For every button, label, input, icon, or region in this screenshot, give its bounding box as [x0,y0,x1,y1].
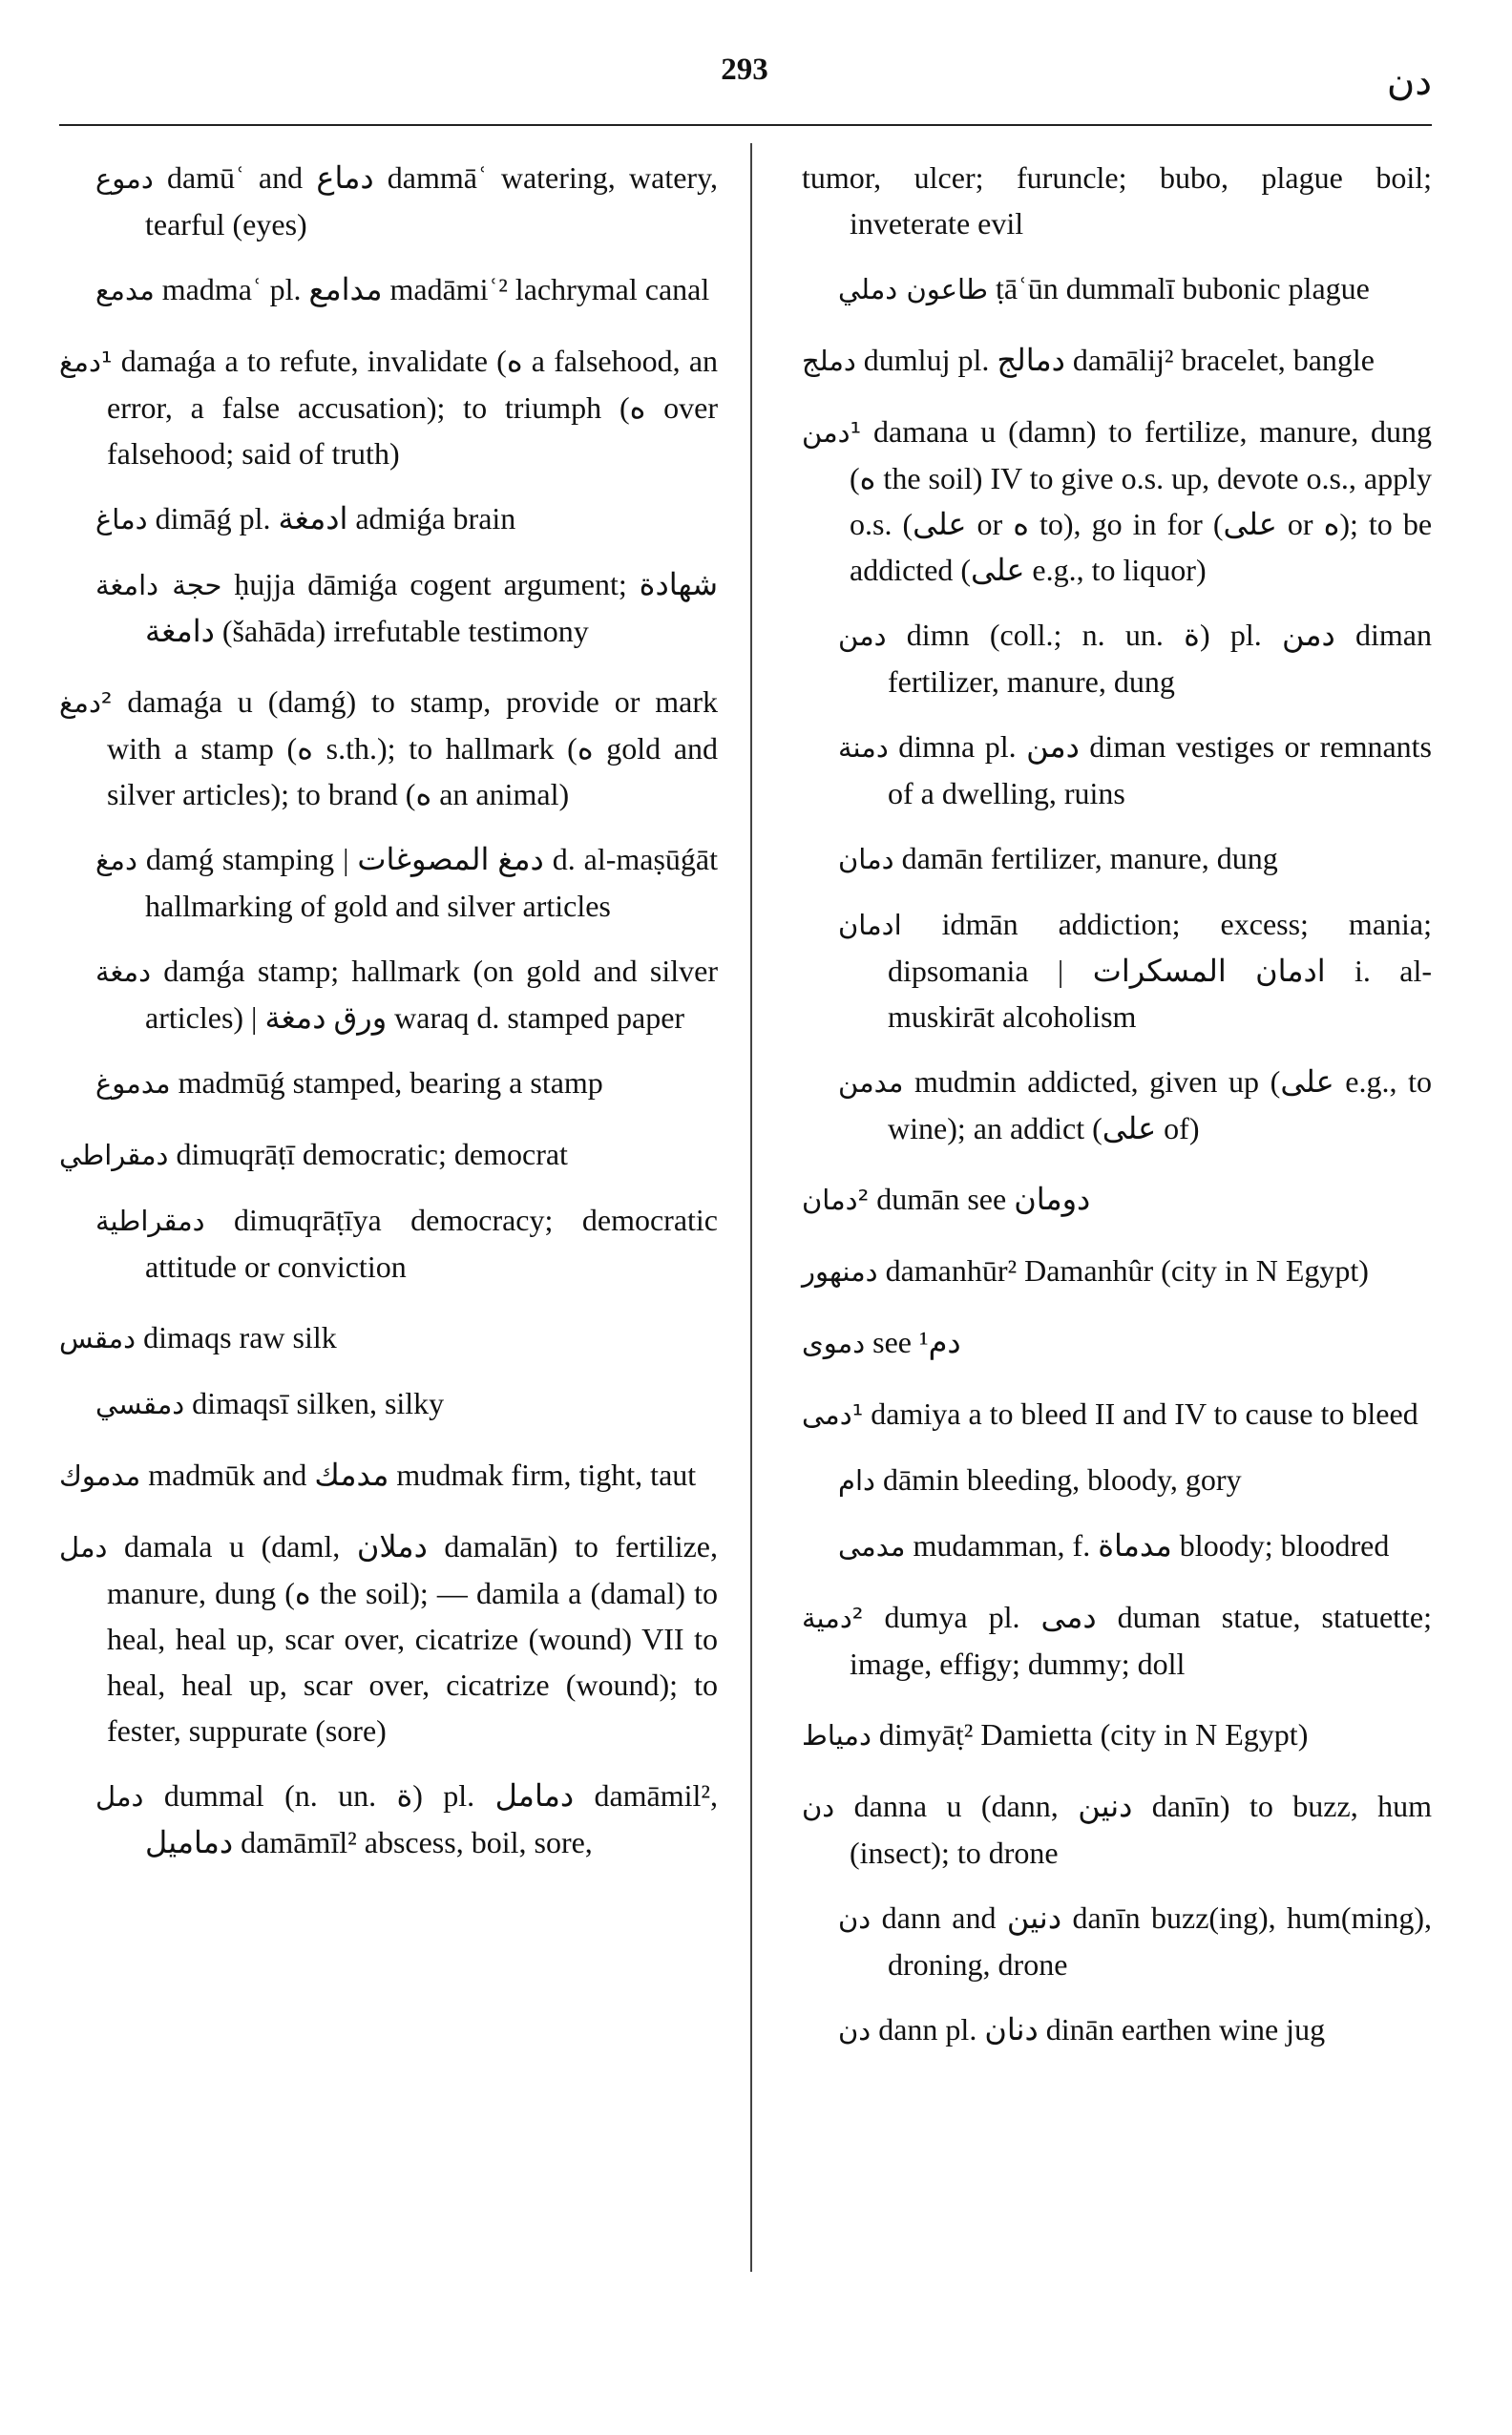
arabic-headword: دمغة [95,955,151,988]
dictionary-entry [59,1380,718,1427]
dictionary-entry [802,2006,1432,2053]
arabic-headword: دمل [95,1780,144,1813]
entry-definition: dummal (n. un. ة) pl. دمامل damāmil², دماميل damāmīl² abscess, boil, sore, [145,1778,719,1859]
arabic-headword: دمغ [95,844,137,876]
arabic-headword: دن [802,1791,835,1823]
entry-definition: tumor, ulcer; furuncle; bubo, plague boil; inveterate evil [802,160,1432,241]
dictionary-entry [59,948,718,1040]
arabic-headword: دن [838,1902,872,1935]
dictionary-entry [59,679,718,817]
arabic-headword: مدموك [59,1459,141,1492]
dictionary-entry [802,612,1432,704]
entry-definition: dāmin bleeding, bloody, gory [882,1462,1242,1497]
dictionary-entry [802,409,1432,593]
dictionary-entry [59,836,718,929]
entry-definition: dann and دنين danīn buzz(ing), hum(ming), droning, drone [881,1900,1433,1982]
entry-definition: danna u (dann, دنين danīn) to buzz, hum (insect); to drone [850,1789,1433,1870]
dictionary-entry [59,1452,718,1499]
dictionary-entry [59,1523,718,1753]
arabic-headword: دمياط [802,1719,872,1752]
entry-definition: dumān see دومان [876,1182,1091,1216]
dictionary-entry [802,337,1432,384]
arabic-headword: حجة دامغة [95,569,222,601]
dictionary-entry [59,338,718,476]
entry-definition: dimuqrāṭī democratic; democrat [176,1137,568,1171]
arabic-headword: ¹دمن [802,416,862,449]
entry-definition: dimn (coll.; n. un. ة) pl. دمن diman fertilizer, manure, dung [888,618,1433,699]
entry-definition: dimna pl. دمن diman vestiges or remnants of a dwelling, ruins [888,729,1433,810]
dictionary-entry [802,1248,1432,1294]
dictionary-entry [802,1176,1432,1223]
arabic-headword: دمقس [59,1322,136,1354]
arabic-headword: دملج [802,345,856,377]
entry-definition: damiya a to bleed II and IV to cause to bleed [871,1396,1418,1431]
dictionary-entry [59,1314,718,1361]
arabic-headword: ادمان [838,909,902,941]
arabic-headword: طاعون دملي [838,273,988,305]
dictionary-entry [802,724,1432,816]
arabic-headword: دمنهور [802,1255,878,1288]
entry-definition: dimuqrāṭīya democracy; democratic attitude or conviction [145,1203,719,1284]
entry-definition: damaǵa a to refute, invalidate (ه a falsehood, an error, a false accusation); to triumph (ه over falsehood; said of truth) [107,344,719,471]
dictionary-entry [59,1131,718,1178]
right-column [802,155,1432,2072]
arabic-headword: ¹دمغ [59,346,113,378]
arabic-headword: دمقسي [95,1388,185,1420]
entry-definition: damanhūr² Damanhûr (city in N Egypt) [885,1253,1369,1288]
dictionary-entry [802,1059,1432,1151]
arabic-headword: دموى [802,1327,866,1359]
entry-definition: ṭāʿūn dummalī bubonic plague [995,271,1370,305]
entry-definition: dimyāṭ² Damietta (city in N Egypt) [878,1717,1309,1752]
dictionary-entry [802,1783,1432,1876]
dictionary-entry [802,1391,1432,1438]
dictionary-entry [802,1319,1432,1366]
arabic-headword: ²دمية [802,1602,864,1634]
entry-definition: dann pl. دنان dinān earthen wine jug [878,2012,1326,2047]
arabic-headword: دمنة [838,731,889,764]
arabic-headword: دمان [838,843,894,875]
dictionary-entry [59,1773,718,1865]
entry-definition: dimaqsī silken, silky [192,1386,445,1420]
dictionary-entry [59,1060,718,1106]
entry-definition: damǵ stamping | دمغ المصوغات d. al-maṣūǵāt hallmarking of gold and silver articles [145,842,719,923]
page-number: 293 [721,52,768,87]
dictionary-entry [802,901,1432,1039]
dictionary-entry [59,561,718,654]
arabic-headword: دمقراطية [95,1205,205,1237]
entry-definition: dimāǵ pl. ادمغة admiǵa brain [155,501,516,535]
dictionary-entry [802,1895,1432,1987]
entry-definition: damana u (damn) to fertilize, manure, dung (ه the soil) IV to give o.s. up, devote o.s., apply o.s. (على or ه to), go in for (على or ه); to be addicted (على e.g., to liquor) [850,414,1433,587]
dictionary-entry [802,1594,1432,1687]
dictionary-entry [802,155,1432,246]
arabic-headword: مدمى [838,1530,906,1563]
arabic-headword: دمقراطي [59,1139,169,1171]
entry-definition: dumya pl. دمى duman statue, statuette; image, effigy; dummy; doll [850,1600,1433,1681]
dictionary-entry [802,1522,1432,1569]
dictionary-entry [802,1457,1432,1503]
arabic-headword: دماغ [95,503,148,535]
dictionary-entry [59,155,718,247]
entry-definition: damaǵa u (damǵ) to stamp, provide or mark with a stamp (ه s.th.); to hallmark (ه gold and silver articles); to brand (ه an animal) [107,684,719,811]
arabic-headword: دن [838,2014,872,2047]
dictionary-entry [59,495,718,542]
arabic-headword: مدمن [838,1066,904,1099]
arabic-headword: ²دمان [802,1184,870,1216]
dictionary-entry [59,1197,718,1290]
entry-definition: damala u (daml, دملان damalān) to fertilize, manure, dung (ه the soil); — damila a (damal) to heal, heal up, scar over, cicatrize (wound) VII to heal, heal up, scar over, cicatrize (wound); to fester, suppurate (sore) [107,1529,719,1748]
running-head: دن [1386,60,1432,104]
entry-definition: mudmin addicted, given up (على e.g., to wine); an addict (على of) [888,1064,1433,1145]
dictionary-entry [802,835,1432,882]
entry-definition: damūʿ and دماع dammāʿ watering, watery, tearful (eyes) [145,160,719,241]
arabic-headword: دموع [95,162,154,195]
arabic-headword: مدمع [95,274,155,306]
header-rule [59,124,1432,126]
arabic-headword: مدموغ [95,1067,171,1100]
entry-definition: madmūǵ stamped, bearing a stamp [178,1065,603,1100]
arabic-headword: ¹دمى [802,1398,864,1431]
dictionary-entry [802,265,1432,312]
entry-definition: dumluj pl. دمالج damālij² bracelet, bangle [863,343,1375,377]
dictionary-entry [802,1711,1432,1758]
column-divider [750,143,752,2272]
left-column [59,155,718,1884]
entry-definition: see ¹دم [872,1325,961,1359]
arabic-headword: دمل [59,1531,108,1564]
arabic-headword: دمن [838,619,887,652]
page-header [57,52,1432,119]
entry-definition: damǵa stamp; hallmark (on gold and silver articles) | ورق دمغة waraq d. stamped paper [145,954,719,1035]
arabic-headword: دام [838,1464,875,1497]
entry-definition: damān fertilizer, manure, dung [901,841,1278,875]
dictionary-entry [59,266,718,313]
entry-definition: idmān addiction; excess; mania; dipsomania | ادمان المسكرات i. al-muskirāt alcoholism [888,907,1433,1034]
entry-definition: dimaqs raw silk [143,1320,337,1354]
entry-definition: madmaʿ pl. مدامع madāmiʿ² lachrymal canal [161,272,710,306]
entry-definition: ḥujja dāmiǵa cogent argument; شهادة دامغة (šahāda) irrefutable testimony [145,567,718,648]
entry-definition: madmūk and مدمك mudmak firm, tight, taut [148,1458,697,1492]
arabic-headword: ²دمغ [59,686,113,719]
entry-definition: mudamman, f. مدماة bloody; bloodred [913,1528,1390,1563]
